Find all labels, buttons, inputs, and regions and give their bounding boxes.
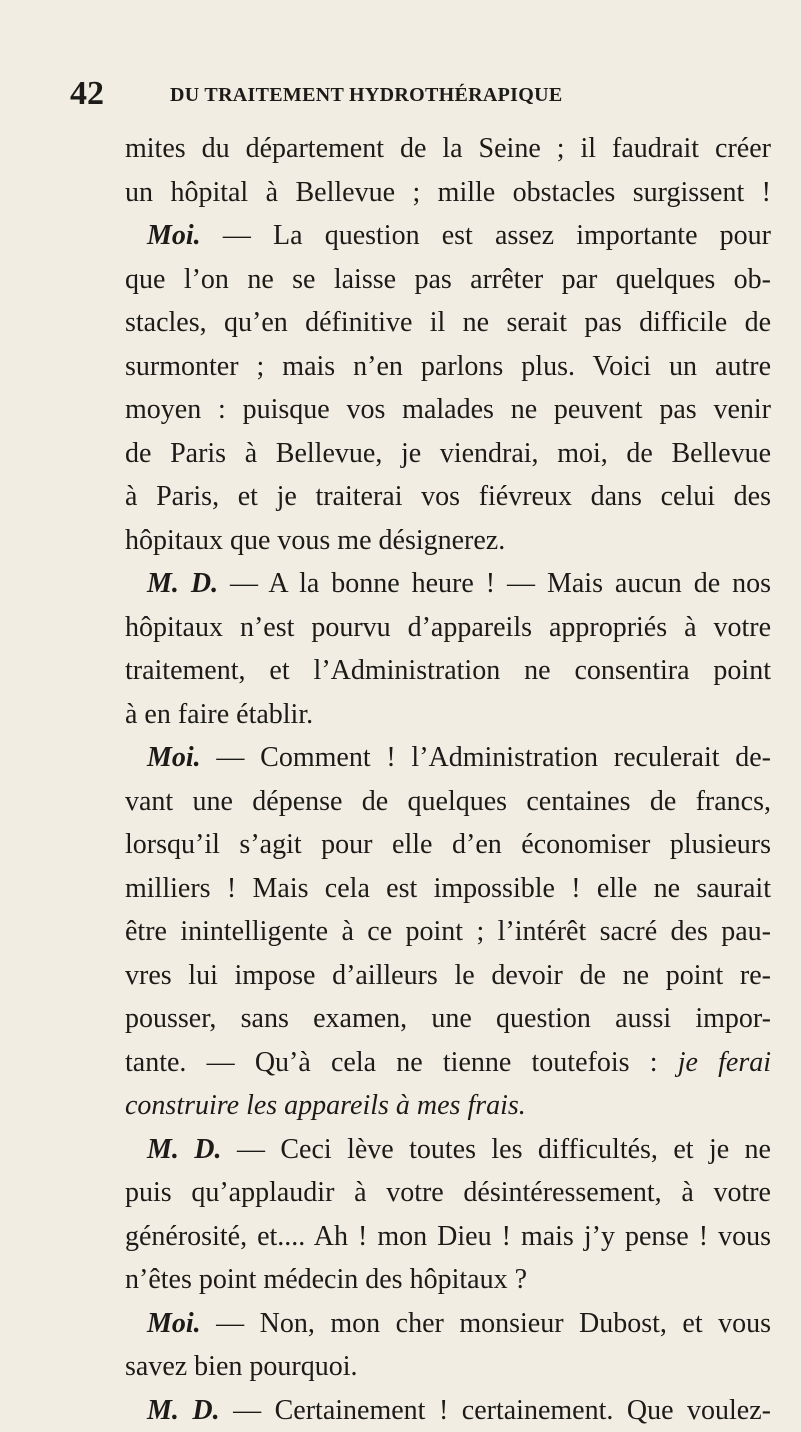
text-line [125, 519, 771, 563]
text-line [125, 1215, 771, 1259]
italic-text: je ferai [678, 1047, 771, 1078]
speaker-label: M. D. [147, 568, 218, 599]
text-line [125, 1041, 771, 1085]
body-text [125, 127, 771, 1432]
text-line [125, 214, 771, 258]
line-text: traitement, et l’Administration ne consentira point [125, 655, 771, 686]
line-text: de Paris à Bellevue, je viendrai, moi, de Bellevue [125, 438, 771, 469]
line-text: tante. — Qu’à cela ne tienne toutefois : [125, 1047, 678, 1078]
line-text: hôpitaux n’est pourvu d’appareils appropriés à votre [125, 612, 771, 643]
speaker-label: M. D. [147, 1134, 222, 1165]
text-line [125, 475, 771, 519]
page-header [70, 74, 750, 114]
text-line [125, 1389, 771, 1432]
text-line [125, 127, 771, 171]
line-text: vres lui impose d’ailleurs le devoir de ne point re- [125, 960, 771, 991]
speaker-label: Moi. [147, 742, 201, 773]
text-line [125, 823, 771, 867]
text-line [125, 345, 771, 389]
line-text: pousser, sans examen, une question aussi impor- [125, 1003, 771, 1034]
line-text: savez bien pourquoi. [125, 1351, 358, 1382]
line-text: un hôpital à Bellevue ; mille obstacles surgissent ! [125, 177, 771, 208]
text-line [125, 171, 771, 215]
line-text: à Paris, et je traiterai vos fiévreux dans celui des [125, 481, 771, 512]
text-line [125, 649, 771, 693]
text-line [125, 1128, 771, 1172]
text-line [125, 606, 771, 650]
line-text: moyen : puisque vos malades ne peuvent pas venir [125, 394, 771, 425]
line-text: milliers ! Mais cela est impossible ! elle ne saurait [125, 873, 771, 904]
speaker-label: Moi. [147, 220, 201, 251]
text-line [125, 736, 771, 780]
text-line [125, 432, 771, 476]
text-line [125, 562, 771, 606]
line-text: surmonter ; mais n’en parlons plus. Voici un autre [125, 351, 771, 382]
text-line [125, 997, 771, 1041]
line-text: lorsqu’il s’agit pour elle d’en économiser plusieurs [125, 829, 771, 860]
speaker-label: Moi. [147, 1308, 201, 1339]
line-text: mites du département de la Seine ; il faudrait créer [125, 133, 771, 164]
text-line [125, 1302, 771, 1346]
text-line [125, 258, 771, 302]
text-line [125, 1084, 771, 1128]
text-line [125, 301, 771, 345]
text-line [125, 780, 771, 824]
line-text: — Ceci lève toutes les difficultés, et je ne [222, 1134, 771, 1165]
line-text: — Non, mon cher monsieur Dubost, et vous [201, 1308, 771, 1339]
page-number: 42 [70, 74, 104, 114]
line-text: vant une dépense de quelques centaines de francs, [125, 786, 771, 817]
line-text: — A la bonne heure ! — Mais aucun de nos [218, 568, 771, 599]
line-text: que l’on ne se laisse pas arrêter par quelques ob- [125, 264, 771, 295]
text-line [125, 693, 771, 737]
line-text: — Comment ! l’Administration reculerait de- [201, 742, 771, 773]
text-line [125, 954, 771, 998]
line-text: générosité, et.... Ah ! mon Dieu ! mais j’y pense ! vous [125, 1221, 771, 1252]
speaker-label: M. D. [147, 1395, 220, 1426]
text-line [125, 910, 771, 954]
text-line [125, 388, 771, 432]
line-text: être inintelligente à ce point ; l’intérêt sacré des pau- [125, 916, 771, 947]
line-text: n’êtes point médecin des hôpitaux ? [125, 1264, 527, 1295]
line-text: à en faire établir. [125, 699, 313, 730]
text-line [125, 1171, 771, 1215]
text-line [125, 867, 771, 911]
line-text: — Certainement ! certainement. Que voulez- [220, 1395, 771, 1426]
line-text: hôpitaux que vous me désignerez. [125, 525, 505, 556]
line-text: puis qu’applaudir à votre désintéressement, à votre [125, 1177, 771, 1208]
italic-text: construire les appareils à mes frais. [125, 1090, 526, 1121]
text-line [125, 1258, 771, 1302]
text-line [125, 1345, 771, 1389]
running-title: DU TRAITEMENT HYDROTHÉRAPIQUE [170, 80, 562, 110]
line-text: — La question est assez importante pour [201, 220, 771, 251]
line-text: stacles, qu’en définitive il ne serait pas difficile de [125, 307, 771, 338]
